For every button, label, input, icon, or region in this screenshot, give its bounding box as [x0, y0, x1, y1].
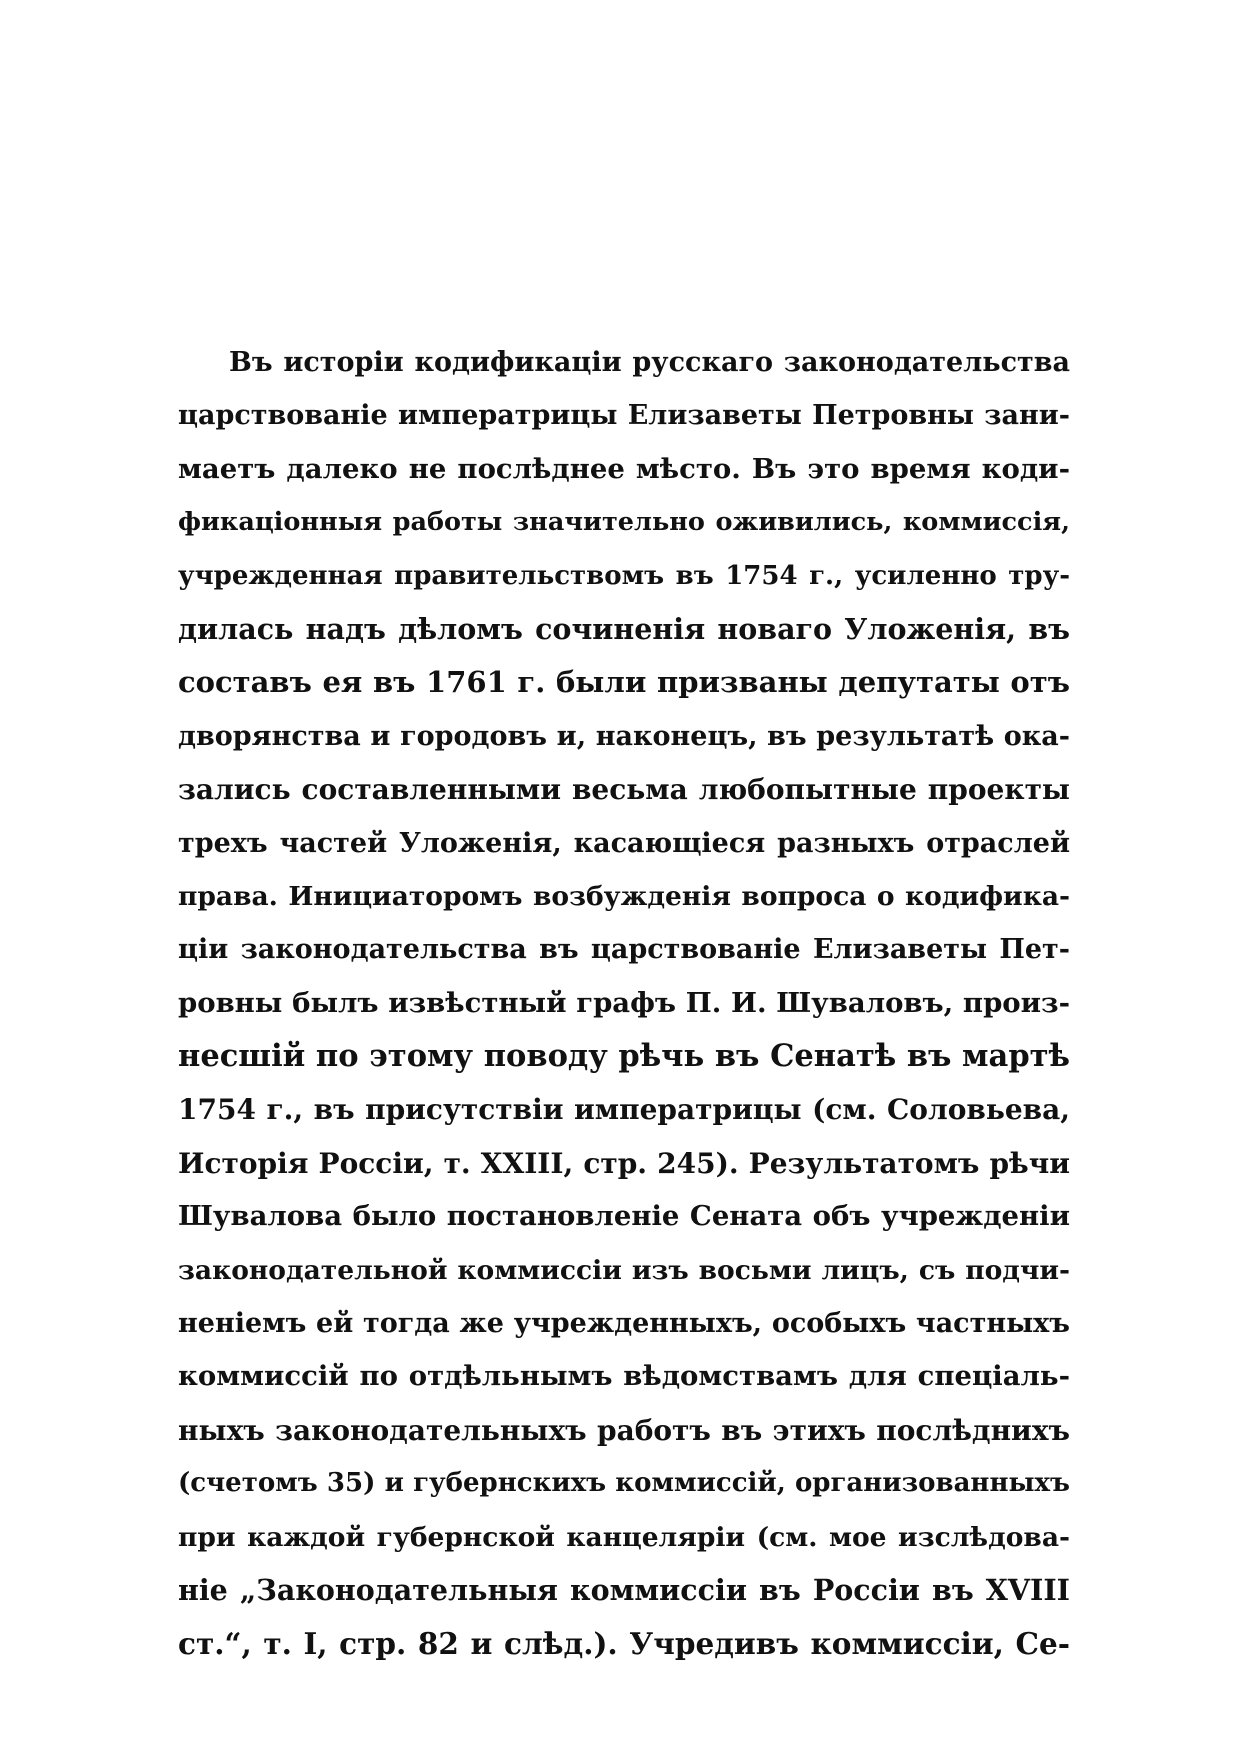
text-line: дилась надъ дѣломъ сочиненія новаго Уложенія, въ [178, 611, 1070, 646]
text-line: 1754 г., въ присутствіи императрицы (см. Соловьева, [178, 1093, 1070, 1127]
text-line: трехъ частей Уложенія, касающіеся разныхъ отраслей [178, 827, 1070, 859]
text-line: права. Инициаторомъ возбужденія вопроса о кодифика- [178, 880, 1070, 912]
text-line: при каждой губернской канцеляріи (см. мое изслѣдова- [178, 1521, 1070, 1553]
text-line: ціи законодательства въ царствованіе Елизаветы Пет- [178, 934, 1070, 966]
text-line: Исторія Россіи, т. XXIII, стр. 245). Результатомъ рѣчи [178, 1146, 1070, 1180]
text-line: коммиссій по отдѣльнымъ вѣдомствамъ для спеціаль- [178, 1360, 1070, 1393]
text-line: (счетомъ 35) и губернскихъ коммиссій, организованныхъ [178, 1468, 1070, 1499]
text-line: составъ ея въ 1761 г. были призваны депутаты отъ [178, 665, 1070, 700]
text-line: учрежденная правительствомъ въ 1754 г., усиленно тру- [178, 560, 1070, 591]
text-line: Въ исторіи кодификаціи русскаго законодательства [229, 347, 1070, 378]
text-line: царствованіе императрицы Елизаветы Петровны зани- [178, 400, 1070, 432]
text-line: ныхъ законодательныхъ работъ въ этихъ послѣднихъ [178, 1413, 1070, 1447]
text-line: законодательной коммиссіи изъ восьми лицъ, съ подчи- [178, 1254, 1070, 1286]
text-line: дворянства и городовъ и, наконецъ, въ результатѣ ока- [178, 720, 1070, 752]
text-line: несшій по этому поводу рѣчь въ Сенатѣ въ мартѣ [178, 1038, 1070, 1075]
text-line: ст.“, т. I, стр. 82 и слѣд.). Учредивъ коммиссіи, Се- [178, 1626, 1070, 1662]
body-paragraph [178, 336, 1070, 1671]
text-line: ніе „Законодательныя коммиссіи въ Россіи въ XVIII [178, 1572, 1070, 1607]
text-line: зались составленными весьма любопытные проекты [178, 773, 1070, 807]
text-line: ровны былъ извѣстный графъ П. И. Шуваловъ, произ- [178, 986, 1070, 1019]
text-line: Шувалова было постановленіе Сената объ учрежденіи [178, 1200, 1070, 1233]
text-line: фикаціонныя работы значительно оживились, коммиссія, [178, 507, 1070, 538]
text-line: неніемъ ей тогда же учрежденныхъ, особыхъ частныхъ [178, 1308, 1070, 1340]
text-line: маетъ далеко не послѣднее мѣсто. Въ это время коди- [178, 452, 1070, 485]
